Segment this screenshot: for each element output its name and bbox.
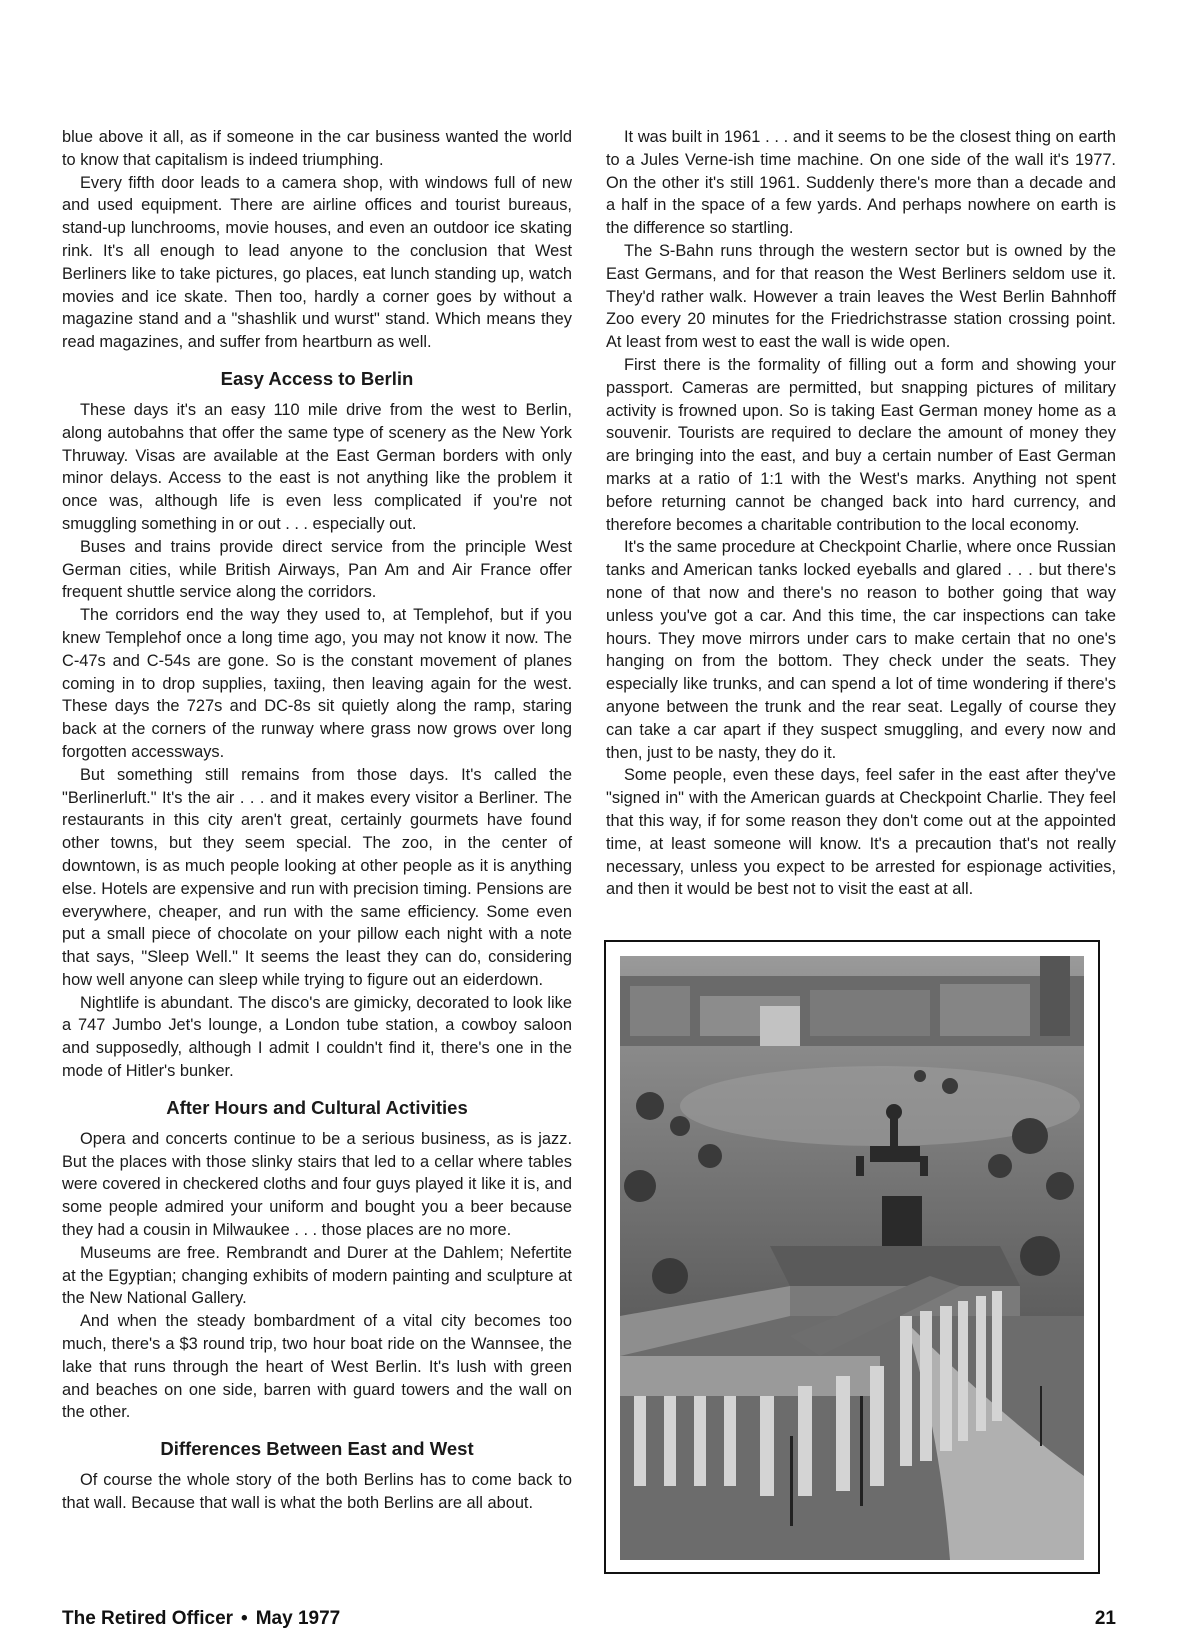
paragraph: But something still remains from those days. It's called the "Berlinerluft." It's the air . . . and it makes every visitor a Berliner. The restaurants in this city aren't great, certainly gourmets have found other towns, but they seem special. The zoo, in the center of downtown, is as much people looking at other people as it is anything else. Hotels are expensive and run with precision timing. Pensions are everywhere, cheaper, and run with the same efficiency. Some even put a small piece of chocolate on your pillow each night with a note that says, "Sleep Well." It seems the least they can do, considering how well anyone can sleep while trying to figure out an eiderdown. bbox=[62, 765, 572, 989]
brandenburg-gate-photo bbox=[620, 956, 1084, 1560]
footer-bullet: • bbox=[241, 1608, 248, 1629]
photo-frame bbox=[604, 940, 1100, 1574]
paragraph: These days it's an easy 110 mile drive from the west to Berlin, along autobahns that offer the same type of scenery as the New York Thruway. Visas are available at the East German borders with only minor delays. Access to the east is not anything like the problem it once was, although life is even less complicated if you're not smuggling something in or out . . . especially out. bbox=[62, 400, 572, 533]
section-heading: After Hours and Cultural Activities bbox=[166, 1096, 468, 1118]
paragraph: The S-Bahn runs through the western sector but is owned by the East Germans, and for that reason the West Berliners seldom use it. They'd rather walk. However a train leaves the West Berlin Bahnhoff Zoo every 20 minutes for the Friedrichstrasse station crossing point. At least from west to east the wall is wide open. bbox=[606, 241, 1116, 352]
footer-publication bbox=[62, 1608, 340, 1630]
section-heading: Differences Between East and West bbox=[160, 1438, 474, 1460]
page-footer bbox=[62, 1608, 1116, 1648]
paragraph: And when the steady bombardment of a vital city becomes too much, there's a $3 round trip, two hour boat ride on the Wannsee, the lake that runs through the heart of West Berlin. It's lush with green and beaches on one side, barren with guard towers and the wall on the other. bbox=[62, 1312, 572, 1422]
paragraph: It was built in 1961 . . . and it seems to be the closest thing on earth to a Jules Verne-ish time machine. On one side of the wall it's 1977. On the other it's still 1961. Suddenly there's more than a decade and a half in the space of a few yards. And perhaps nowhere on earth is the difference so startling. bbox=[606, 128, 1116, 238]
paragraph: Museums are free. Rembrandt and Durer at the Dahlem; Nefertite at the Egyptian; changing exhibits of modern painting and sculpture at the New National Gallery. bbox=[62, 1243, 572, 1308]
paragraph: Buses and trains provide direct service from the principle West German cities, while British Airways, Pan Am and Air France offer frequent shuttle service along the corridors. bbox=[62, 537, 572, 602]
paragraph: Every fifth door leads to a camera shop, with windows full of new and used equipment. There are airline offices and tourist bureaus, stand-up lunchrooms, movie houses, and even an outdoor ice skating rink. It's all enough to lead anyone to the conclusion that West Berliners like to take pictures, go places, eat lunch standing up, watch movies and ice skate. Then too, hardly a corner goes by without a magazine stand and a "shashlik und wurst" stand. Which means they read magazines, and suffer from heartburn as well. bbox=[62, 173, 572, 352]
paragraph: Of course the whole story of the both Berlins has to come back to that wall. Because that wall is what the both Berlins are all about. bbox=[62, 1471, 572, 1513]
publication-date: May 1977 bbox=[255, 1608, 341, 1629]
section-heading: Easy Access to Berlin bbox=[220, 367, 414, 389]
right-column bbox=[606, 126, 1116, 901]
paragraph: blue above it all, as if someone in the car business wanted the world to know that capitalism is indeed triumphing. bbox=[62, 128, 572, 169]
page-number: 21 bbox=[1094, 1608, 1116, 1629]
paragraph: Some people, even these days, feel safer in the east after they've "signed in" with the American guards at Checkpoint Charlie. They feel that this way, if for some reason they don't come out at the appointed time, at least someone will know. It's a precaution that's not really necessary, unless you expect to be arrested for espionage activities, and then it would be best not to visit the east at all. bbox=[606, 766, 1116, 899]
paragraph: The corridors end the way they used to, at Templehof, but if you knew Templehof once a long time ago, you may not know it now. The C-47s and C-54s are gone. So is the constant movement of planes coming in to drop supplies, taxiing, then leaving again for the west. These days the 727s and DC-8s sit quietly along the ramp, staring back at the corners of the runway where grass now grows over long forgotten accessways. bbox=[62, 606, 572, 761]
paragraph: Nightlife is abundant. The disco's are gimicky, decorated to look like a 747 Jumbo Jet's lounge, a London tube station, a cowboy saloon and supposedly, although I admit I couldn't find it, there's one in the mode of Hitler's bunker. bbox=[62, 993, 572, 1081]
paragraph: Opera and concerts continue to be a serious business, as is jazz. But the places with those slinky stairs that led to a cellar where tables were covered in checkered cloths and four guys played it like it is, and some people admired your uniform and bought you a beer because they had a cousin in Milwaukee . . . those places are no more. bbox=[62, 1129, 572, 1240]
paragraph: It's the same procedure at Checkpoint Charlie, where once Russian tanks and American tanks locked eyeballs and glared . . . but there's none of that now and there's no reason to bother going that way unless you've got a car. And this time, the car inspections can take hours. They move mirrors under cars to make certain that no one's hanging on from the bottom. They check under the seats. They especially like trunks, and can spend a lot of time wondering if there's anyone between the trunk and the rear seat. Legally of course they can take a car apart if they suspect smuggling, and every now and then, just to be nasty, they do it. bbox=[606, 538, 1116, 762]
left-column bbox=[62, 126, 572, 1515]
paragraph: First there is the formality of filling out a form and showing your passport. Cameras are permitted, but snapping pictures of military activity is frowned upon. So is taking East German money home as a souvenir. Tourists are required to declare the amount of money they are bringing into the east, and buy a certain number of East German marks at a ratio of 1:1 with the West's marks. Anything not spent before returning cannot be changed back into hard currency, and therefore becomes a charitable contribution to the local economy. bbox=[606, 355, 1116, 534]
publication-name: The Retired Officer bbox=[62, 1608, 234, 1629]
